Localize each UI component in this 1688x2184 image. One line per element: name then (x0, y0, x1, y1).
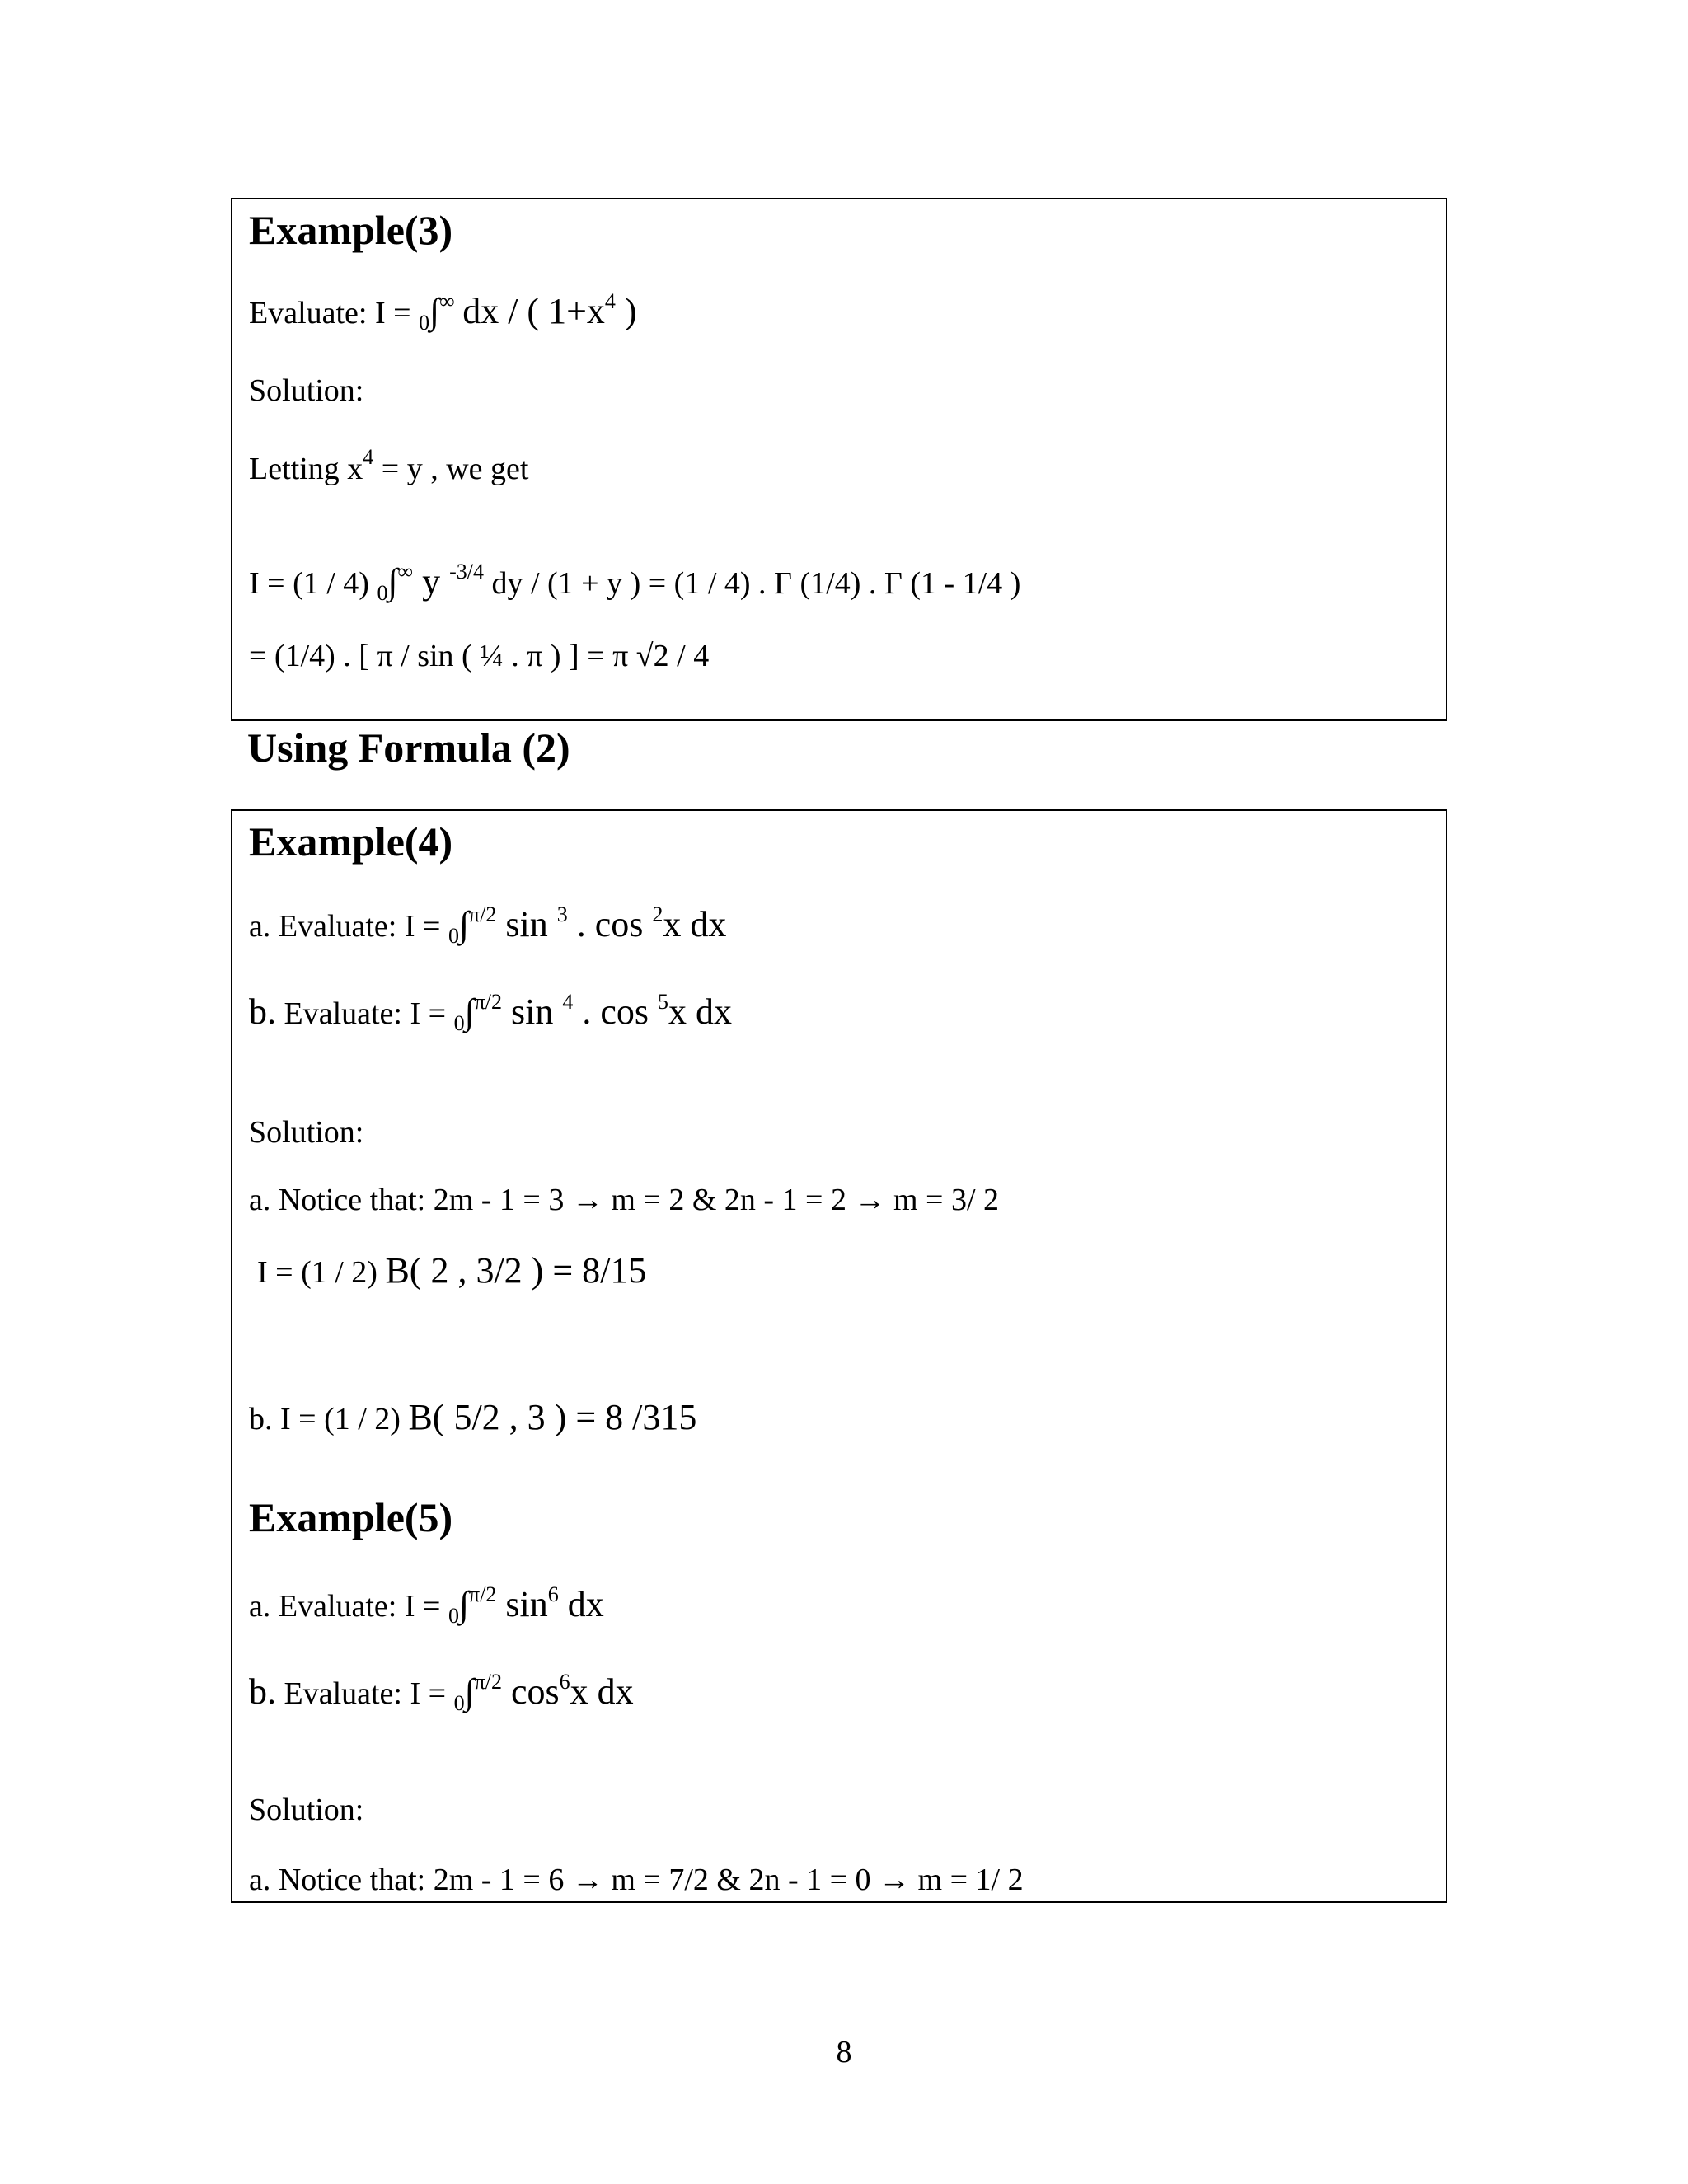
example-3-derivation-line-2: = (1/4) . [ π / sin ( ¼ . π ) ] = π √2 / 4 (249, 639, 710, 673)
example-3-box (231, 198, 1447, 721)
example-3-substitution: Letting $x^4 = y$ , we get (249, 445, 529, 486)
example-5-part-a: a. Evaluate: I = $_0$∫$^{\pi/2}$ $\sin^6$ dx (249, 1582, 604, 1628)
example-4-part-a: a. Evaluate: I = $_0$∫$^{\pi/2}$ sin $^3$ . cos $^2$x dx (249, 902, 727, 948)
example-3-evaluate: Evaluate: I = $_0$∫∞ dx / ( $1+x^4$ ) (249, 289, 637, 335)
example-4-solution-label: Solution: (249, 1115, 364, 1150)
example-4-result-b: b. I = (1 / 2) B( 5/2 , 3 ) = 8 /315 (249, 1397, 697, 1437)
example-4-result-a: I = (1 / 2) B( 2 , 3/2 ) = 8/15 (257, 1250, 647, 1291)
example-3-solution-label: Solution: (249, 373, 364, 408)
example-3-derivation-line-1: I = (1 / 4) $_0$∫∞ y $^{-3/4}$ dy / (1 + y ) = (1 / 4) . Γ (1/4) . Γ (1 - 1/4 ) (249, 560, 1021, 605)
section-heading: Using Formula (2) (247, 724, 570, 771)
example-5-part-b: b. Evaluate: I = $_0$∫$^{\pi/2}$ $\cos^6x$ dx (249, 1670, 634, 1715)
example-4-part-b: b. Evaluate: I = $_0$∫$^{\pi/2}$ sin $^4$ . cos $^5$x dx (249, 990, 733, 1035)
example-5-title: Example(5) (249, 1494, 453, 1540)
example-4-notice: a. Notice that: 2m - 1 = 3 → m = 2 & 2n - 1 = 2 → m = 3/ 2 (249, 1183, 1000, 1217)
integral-sign: ∫ (429, 291, 440, 331)
example-5-notice: a. Notice that: 2m - 1 = 6 → m = 7/2 & 2n - 1 = 0 → m = 1/ 2 (249, 1863, 1024, 1897)
example-3-title: Example(3) (249, 207, 453, 253)
example-4-title: Example(4) (249, 818, 453, 865)
examples-4-5-box (231, 809, 1447, 1903)
page-number: 8 (836, 2035, 852, 2069)
example-5-solution-label: Solution: (249, 1793, 364, 1827)
